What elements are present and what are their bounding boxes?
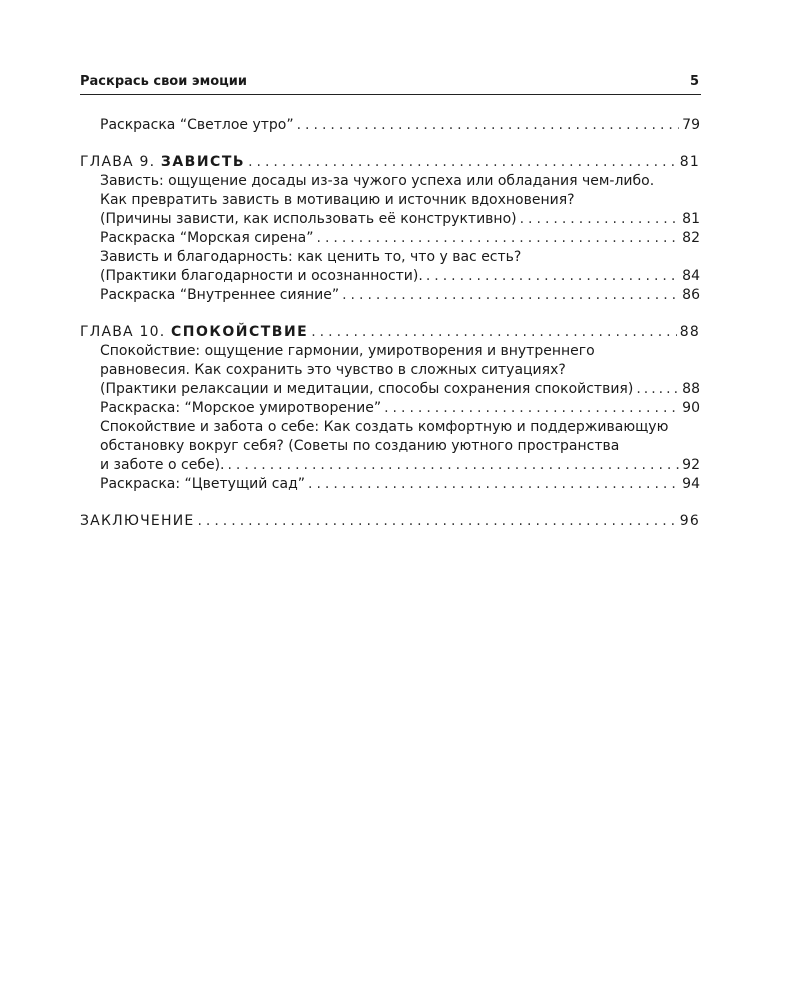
dot-leader xyxy=(384,399,679,418)
toc-chapter-10[interactable] xyxy=(80,323,700,342)
toc-entry-title: (Практики благодарности и осознанности). xyxy=(100,268,423,284)
chapter-label: ЗАКЛЮЧЕНИЕ xyxy=(80,513,195,529)
chapter-label: ГЛАВА 10. xyxy=(80,324,171,340)
chapter-name: СПОКОЙСТВИЕ xyxy=(171,324,309,340)
toc-entry-title: Раскраска: “Морское умиротворение” xyxy=(100,400,382,416)
toc-entry-page: 88 xyxy=(682,381,700,397)
toc-entry-svetloe-utro[interactable] xyxy=(80,116,700,135)
toc-entry-spokoystvie-garmoniya[interactable] xyxy=(80,342,700,399)
chapter-heading xyxy=(80,153,245,172)
toc-entry-page: 81 xyxy=(679,154,700,170)
toc-entry-page: 86 xyxy=(682,287,700,303)
toc-entry-title: (Причины зависти, как использовать её конструктивно) xyxy=(100,211,517,227)
dot-leader xyxy=(197,512,676,531)
toc-entry-line: Спокойствие и забота о себе: Как создать комфортную и поддерживающую xyxy=(100,419,669,435)
toc-entry-page: 84 xyxy=(682,268,700,284)
toc-entry-page: 96 xyxy=(679,513,700,529)
running-title: Раскрась свои эмоции xyxy=(80,74,247,89)
toc-entry-tsvetushchiy-sad[interactable] xyxy=(80,475,700,494)
table-of-contents xyxy=(80,116,700,531)
toc-entry-page: 94 xyxy=(682,476,700,492)
toc-entry-morskaya-sirena[interactable] xyxy=(80,229,700,248)
toc-entry-line: равновесия. Как сохранить это чувство в сложных ситуациях? xyxy=(100,362,566,378)
toc-entry-title: Раскраска “Светлое утро” xyxy=(100,117,294,133)
toc-entry-title: Раскраска “Морская сирена” xyxy=(100,230,314,246)
toc-entry-zavist-blagodarnost[interactable] xyxy=(80,248,700,286)
toc-chapter-9[interactable] xyxy=(80,153,700,172)
dot-leader xyxy=(227,456,679,475)
chapter-name: ЗАВИСТЬ xyxy=(160,154,246,170)
dot-leader xyxy=(520,210,680,229)
chapter-label: ГЛАВА 9. xyxy=(80,154,161,170)
toc-entry-vnutrennee-siyanie[interactable] xyxy=(80,286,700,305)
dot-leader xyxy=(426,267,679,286)
dot-leader xyxy=(308,475,679,494)
dot-leader xyxy=(248,153,677,172)
dot-leader xyxy=(342,286,679,305)
dot-leader xyxy=(297,116,680,135)
toc-entry-title: (Практики релаксации и медитации, способы сохранения спокойствия) xyxy=(100,381,634,397)
toc-entry-line: Спокойствие: ощущение гармонии, умиротворения и внутреннего xyxy=(100,343,595,359)
toc-entry-title: Раскраска “Внутреннее сияние” xyxy=(100,287,340,303)
toc-entry-page: 88 xyxy=(679,324,700,340)
toc-entry-line: Зависть: ощущение досады из-за чужого успеха или обладания чем-либо. xyxy=(100,173,655,189)
toc-entry-title: Раскраска: “Цветущий сад” xyxy=(100,476,306,492)
toc-entry-line: Как превратить зависть в мотивацию и источник вдохновения? xyxy=(100,192,575,208)
dot-leader xyxy=(636,380,679,399)
toc-entry-zabota-o-sebe[interactable] xyxy=(80,418,700,475)
toc-entry-page: 90 xyxy=(682,400,700,416)
toc-conclusion[interactable] xyxy=(80,512,700,531)
toc-entry-page: 82 xyxy=(682,230,700,246)
dot-leader xyxy=(311,323,677,342)
toc-entry-zavist-motivatsiya[interactable] xyxy=(80,172,700,229)
toc-entry-title: и заботе о себе). xyxy=(100,457,225,473)
toc-entry-morskoe-umirotvorenie[interactable] xyxy=(80,399,700,418)
chapter-heading xyxy=(80,512,194,531)
page-number: 5 xyxy=(689,74,699,89)
toc-entry-page: 92 xyxy=(682,457,700,473)
toc-entry-page: 79 xyxy=(682,117,700,133)
chapter-heading xyxy=(80,323,308,342)
dot-leader xyxy=(317,229,680,248)
toc-entry-line: обстановку вокруг себя? (Советы по созданию уютного пространства xyxy=(100,438,620,454)
toc-entry-page: 81 xyxy=(682,211,700,227)
page-header xyxy=(80,72,701,95)
toc-entry-line: Зависть и благодарность: как ценить то, что у вас есть? xyxy=(100,249,522,265)
